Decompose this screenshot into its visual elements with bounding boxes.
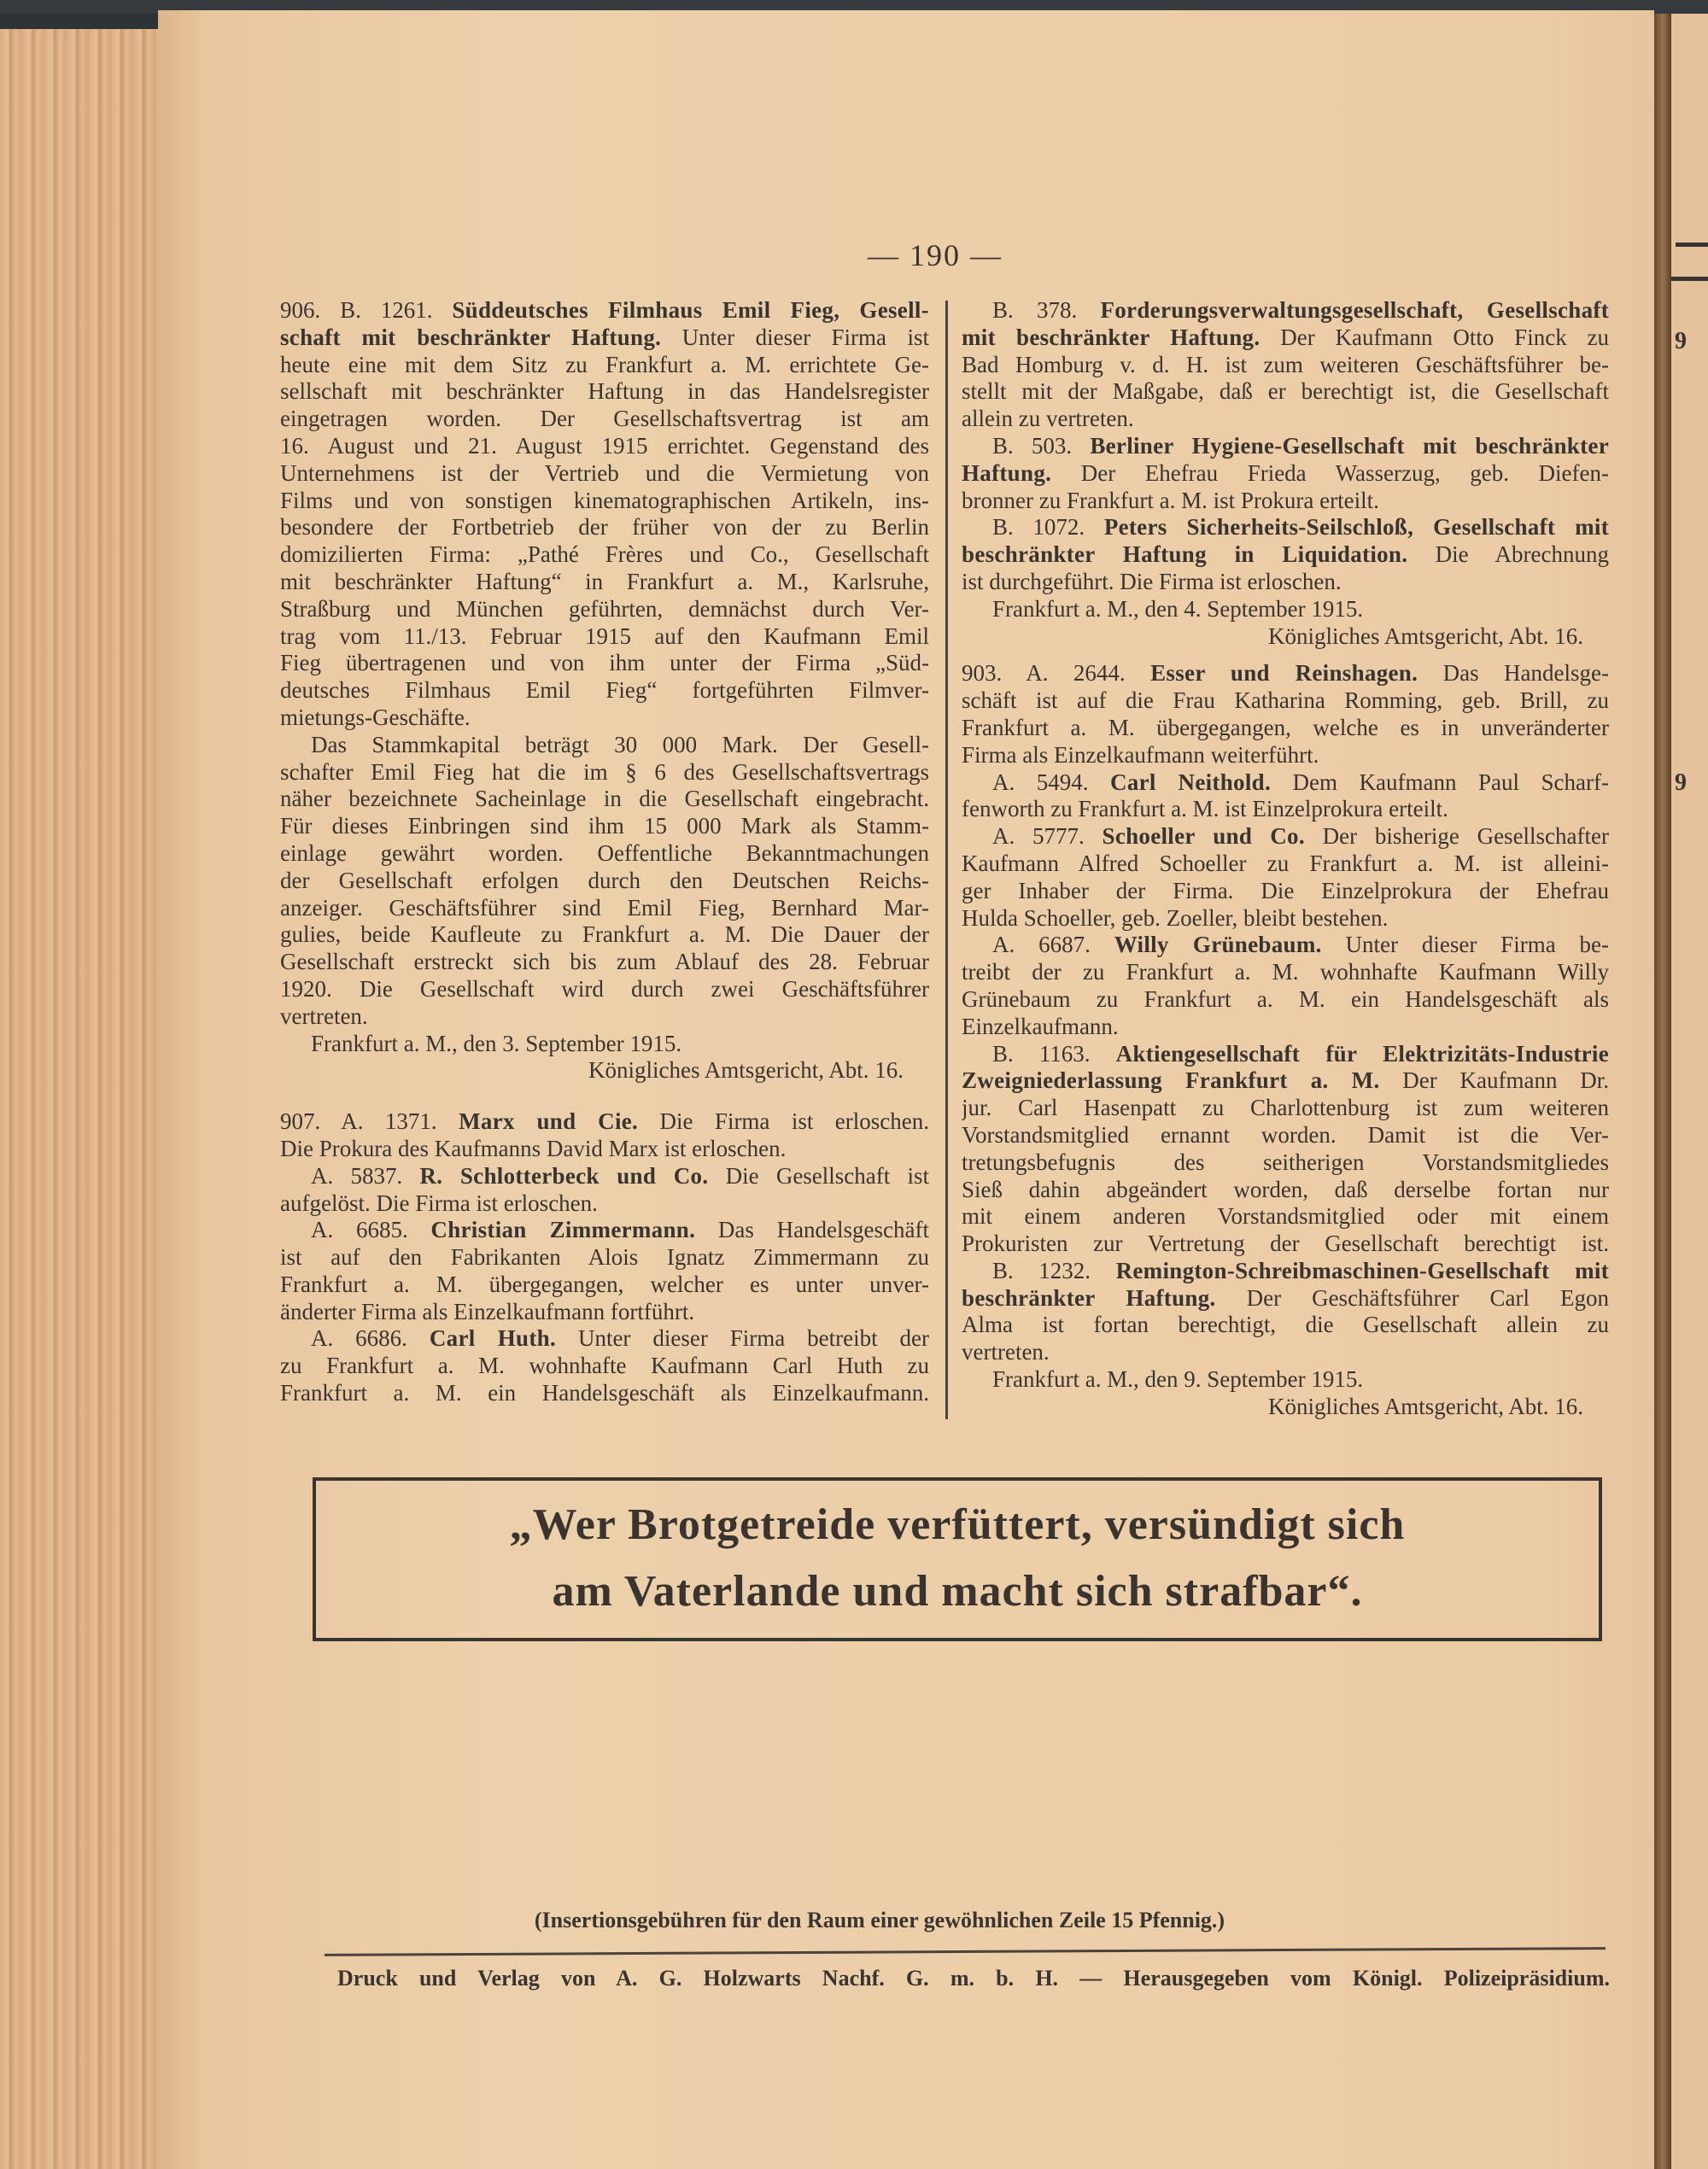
left-column [280, 297, 929, 1407]
text-segment: Frankfurt a. M., den 9. September 1915. [992, 1366, 1364, 1393]
text-segment: anzeiger. Geschäftsführer sind Emil Fieg, Bernhard Mar- [280, 894, 929, 921]
text-segment: A. 5494. [992, 769, 1111, 795]
page-number: — 190 — [868, 238, 1003, 272]
company-name: Haftung. [962, 459, 1052, 486]
text-segment: Firma als Einzelkaufmann weiterführt. [962, 741, 1319, 768]
text-segment: Grünebaum zu Frankfurt a. M. ein Handelsgeschäft als [962, 985, 1609, 1012]
text-line [962, 406, 1609, 433]
company-name: Berliner Hygiene-Gesellschaft mit beschränkter [1090, 432, 1609, 459]
text-segment: Das Handelsge- [1418, 660, 1609, 687]
text-segment: Sieß dahin abgeändert worden, daß derselbe fortan nur [962, 1176, 1609, 1202]
text-line [962, 1041, 1609, 1068]
text-line [280, 786, 929, 813]
text-line [280, 569, 929, 596]
text-segment: Fieg übertragenen und von ihm unter der Firma „Süd- [280, 650, 929, 676]
text-segment: Der Kaufmann Otto Finck zu [1260, 324, 1609, 350]
text-segment: Der bisherige Gesellschafter [1304, 823, 1609, 850]
court-signature [962, 1394, 1609, 1421]
text-segment: Die Prokura des Kaufmanns David Marx ist erloschen. [280, 1135, 787, 1161]
text-segment: B. 1072. [992, 514, 1104, 541]
text-line [280, 352, 929, 379]
text-segment: zu Frankfurt a. M. wohnhafte Kaufmann Carl Huth zu [280, 1353, 929, 1379]
text-line [280, 976, 929, 1003]
text-segment: Das Stammkapital beträgt 30 000 Mark. Der Gesell- [311, 731, 929, 757]
text-line [280, 460, 929, 488]
text-line [280, 813, 929, 840]
text-line [962, 932, 1609, 959]
column-divider [945, 301, 948, 1419]
text-line [962, 596, 1609, 623]
text-segment: Prokuristen zur Vertretung der Gesellschaft berechtigt ist. [962, 1231, 1609, 1257]
text-line [962, 1258, 1609, 1285]
text-line [962, 715, 1609, 742]
text-segment: 903. A. 2644. [962, 660, 1151, 687]
text-segment: Der Kaufmann Dr. [1379, 1067, 1609, 1094]
company-name: Willy Grünebaum. [1114, 932, 1322, 958]
text-segment: Bad Homburg v. d. H. ist zum weiteren Geschäftsführer be- [962, 351, 1609, 377]
text-segment: Frankfurt a. M. übergegangen, welcher es unter unver- [280, 1271, 929, 1297]
company-name: Christian Zimmermann. [430, 1217, 696, 1243]
text-line [962, 378, 1609, 406]
text-segment: mit beschränkter Haftung“ in Frankfurt a. M., Karlsruhe, [280, 568, 929, 594]
text-segment: vertreten. [962, 1339, 1050, 1365]
text-segment: sellschaft mit beschränkter Haftung in das Handelsregister [280, 378, 929, 405]
text-segment: deutsches Filmhaus Emil Fieg“ fortgeführten Filmver- [280, 677, 929, 704]
slogan-line: „Wer Brotgetreide verfüttert, versündigt sich [509, 1500, 1406, 1549]
text-line [280, 840, 929, 868]
text-line [962, 460, 1609, 488]
entry-gap [962, 650, 1609, 660]
text-line [280, 1136, 929, 1163]
text-line [280, 1003, 929, 1031]
text-line [280, 1325, 929, 1353]
text-line [962, 796, 1609, 823]
text-line [962, 1285, 1609, 1313]
text-line [280, 677, 929, 704]
adjacent-page-fragment: 9 [1675, 769, 1687, 796]
text-line [962, 959, 1609, 986]
text-segment: aufgelöst. Die Firma ist erloschen. [280, 1190, 598, 1216]
text-segment: fenworth zu Frankfurt a. M. ist Einzelprokura erteilt. [962, 796, 1448, 822]
text-line [962, 569, 1609, 596]
text-segment: B. 503. [992, 432, 1091, 459]
text-segment: mietungs-Geschäfte. [280, 704, 471, 730]
text-line [962, 986, 1609, 1014]
text-segment: Gesellschaft erstreckt sich bis zum Ablauf des 28. Februar [280, 949, 929, 975]
text-segment: Der Ehefrau Frieda Wasserzug, geb. Diefen- [1051, 459, 1609, 486]
company-name: Marx und Cie. [459, 1108, 639, 1135]
publisher-imprint: Druck und Verlag von A. G. Holzwarts Nachf. G. m. b. H. — Herausgegeben vom Königl. Polizeipräsidium. [337, 1966, 1610, 1991]
text-segment: 907. A. 1371. [280, 1108, 459, 1135]
text-line [962, 514, 1609, 541]
company-name: Esser und Reinshagen. [1150, 660, 1418, 687]
text-line [962, 433, 1609, 460]
text-segment: 1920. Die Gesellschaft wird durch zwei Geschäftsführer [280, 975, 929, 1002]
text-line [280, 921, 929, 949]
text-line [280, 433, 929, 460]
text-segment: allein zu vertreten. [962, 406, 1134, 432]
text-line [962, 1312, 1609, 1339]
text-segment: Das Handelsgeschäft [695, 1217, 929, 1243]
text-segment: Kaufmann Alfred Schoeller zu Frankfurt a. M. ist alleini- [962, 850, 1609, 876]
right-column [962, 297, 1609, 1421]
text-segment: Unter dieser Firma betreibt der [556, 1325, 929, 1352]
text-segment: Straßburg und München geführten, demnächst durch Ver- [280, 595, 929, 622]
text-segment: einlage gewährt worden. Oeffentliche Bekanntmachungen [280, 839, 929, 866]
text-line [962, 878, 1609, 905]
text-line [280, 868, 929, 895]
text-line [280, 623, 929, 651]
text-segment: B. 1163. [992, 1040, 1116, 1067]
company-name: Aktiengesellschaft für Elektrizitäts-Industrie [1115, 1040, 1609, 1067]
company-name: Peters Sicherheits-Seilschloß, Gesellschaft mit [1103, 514, 1609, 541]
text-line [962, 1067, 1609, 1095]
text-segment: stellt mit der Maßgabe, daß er berechtigt ist, die Gesellschaft [962, 378, 1609, 405]
text-line [962, 1366, 1609, 1394]
text-segment: vertreten. [280, 1003, 368, 1029]
text-line [280, 949, 929, 976]
text-line [280, 704, 929, 732]
text-segment: gulies, beide Kaufleute zu Frankfurt a. M. Die Dauer der [280, 921, 929, 948]
text-segment: Hulda Schoeller, geb. Zoeller, bleibt bestehen. [962, 904, 1389, 931]
text-segment: B. 1232. [992, 1257, 1116, 1283]
page-stack-edges [0, 29, 171, 2169]
text-line [962, 905, 1609, 932]
text-line [280, 1190, 929, 1218]
text-segment: heute eine mit dem Sitz zu Frankfurt a. M. errichtete Ge- [280, 351, 929, 377]
company-name: Zweigniederlassung Frankfurt a. M. [962, 1067, 1380, 1094]
text-segment: Frankfurt a. M. übergegangen, welche es in unveränderter [962, 714, 1609, 740]
text-segment: Dem Kaufmann Paul Scharf- [1271, 769, 1609, 795]
text-line [962, 1231, 1609, 1258]
text-line [962, 660, 1609, 687]
text-line [962, 1095, 1609, 1122]
company-name: Forderungsverwaltungsgesellschaft, Gesellschaft [1100, 297, 1609, 323]
text-segment: Die Abrechnung [1407, 541, 1609, 568]
court-signature [280, 1057, 929, 1084]
text-line [962, 1203, 1609, 1231]
text-segment: B. 378. [992, 297, 1101, 323]
text-segment: Königliches Amtsgericht, Abt. 16. [1268, 1393, 1583, 1419]
slogan-box [313, 1477, 1602, 1641]
text-segment: Unter dieser Firma ist [661, 324, 929, 350]
advertising-fee-note: (Insertionsgebühren für den Raum einer gewöhnlichen Zeile 15 Pfennig.) [534, 1908, 1225, 1932]
text-segment: ist durchgeführt. Die Firma ist erloschen. [962, 568, 1342, 594]
text-segment: Die Firma ist erloschen. [638, 1108, 929, 1135]
text-line [962, 1339, 1609, 1366]
text-line [280, 1108, 929, 1136]
company-name: Carl Huth. [429, 1325, 557, 1352]
text-line [280, 1163, 929, 1190]
text-line [962, 851, 1609, 878]
text-line [962, 823, 1609, 851]
text-line [280, 1244, 929, 1272]
text-line [962, 769, 1609, 797]
slogan-line: am Vaterlande und macht sich strafbar“. [552, 1567, 1363, 1616]
text-line [280, 1272, 929, 1299]
text-line [280, 378, 929, 406]
text-segment: Königliches Amtsgericht, Abt. 16. [1268, 623, 1583, 649]
text-segment: besondere der Fortbetrieb der früher von der zu Berlin [280, 514, 929, 541]
text-line [962, 742, 1609, 769]
text-segment: ger Inhaber der Firma. Die Einzelprokura der Ehefrau [962, 877, 1609, 903]
company-name: beschränkter Haftung. [962, 1284, 1216, 1311]
entry-gap [280, 1084, 929, 1108]
text-line [962, 352, 1609, 379]
text-segment: Einzelkaufmann. [962, 1013, 1119, 1039]
text-line [280, 732, 929, 759]
court-signature [962, 623, 1609, 651]
text-segment: trag vom 11./13. Februar 1915 auf den Kaufmann Emil [280, 623, 929, 649]
adjacent-page-fragment: 9 [1675, 328, 1687, 354]
text-line [280, 1031, 929, 1058]
text-line [280, 759, 929, 786]
text-segment: Frankfurt a. M., den 4. September 1915. [992, 595, 1364, 622]
adjacent-page-edge [1671, 14, 1708, 2169]
text-segment: Unter dieser Firma be- [1321, 932, 1609, 958]
text-segment: Vorstandsmitglied ernannt worden. Damit ist die Ver- [962, 1121, 1609, 1148]
text-line [280, 596, 929, 623]
adjacent-page-rule [1671, 277, 1708, 281]
text-segment: 16. August und 21. August 1915 errichtet. Gegenstand des [280, 432, 929, 459]
text-segment: Für dieses Einbringen sind ihm 15 000 Mark als Stamm- [280, 813, 929, 839]
text-segment: näher bezeichnete Sacheinlage in die Gesellschaft eingebracht. [280, 786, 929, 812]
text-line [280, 895, 929, 922]
adjacent-page-rule [1676, 243, 1708, 247]
text-line [962, 1149, 1609, 1177]
text-segment: Königliches Amtsgericht, Abt. 16. [588, 1057, 904, 1084]
text-segment: schafter Emil Fieg hat die im § 6 des Gesellschaftsvertrags [280, 758, 929, 785]
text-line [962, 1177, 1609, 1204]
text-segment: jur. Carl Hasenpatt zu Charlottenburg ist zum weiteren [962, 1095, 1609, 1121]
text-line [280, 1217, 929, 1244]
text-line [280, 297, 929, 324]
text-line [962, 324, 1609, 352]
text-line [280, 650, 929, 677]
text-segment: Films und von sonstigen kinematographischen Artikeln, ins- [280, 487, 929, 513]
text-line [280, 1353, 929, 1380]
book-gutter [1654, 14, 1671, 2169]
text-line [280, 541, 929, 569]
text-segment: Frankfurt a. M. ein Handelsgeschäft als Einzelkaufmann. [280, 1380, 929, 1406]
text-line [962, 297, 1609, 324]
text-line [280, 1380, 929, 1407]
text-segment: A. 6685. [311, 1217, 431, 1243]
company-name: Remington-Schreibmaschinen-Gesellschaft mit [1115, 1257, 1609, 1283]
text-line [962, 1014, 1609, 1041]
text-segment: Der Geschäftsführer Carl Egon [1215, 1284, 1609, 1311]
text-line [280, 1299, 929, 1326]
company-name: mit beschränkter Haftung. [962, 324, 1261, 350]
text-segment: Alma ist fortan berechtigt, die Gesellschaft allein zu [962, 1312, 1609, 1338]
text-segment: treibt der zu Frankfurt a. M. wohnhafte Kaufmann Willy [962, 959, 1609, 985]
text-line [280, 324, 929, 352]
text-segment: schäft ist auf die Frau Katharina Romming, geb. Brill, zu [962, 687, 1609, 714]
text-segment: Die Gesellschaft ist [708, 1162, 929, 1189]
text-line [962, 1122, 1609, 1149]
text-segment: A. 6686. [311, 1325, 430, 1352]
text-line [280, 514, 929, 541]
text-line [962, 541, 1609, 569]
company-name: Carl Neithold. [1110, 769, 1272, 795]
text-segment: A. 5777. [992, 823, 1103, 850]
company-name: Süddeutsches Filmhaus Emil Fieg, Gesell- [452, 297, 929, 323]
text-line [962, 687, 1609, 715]
company-name: schaft mit beschränkter Haftung. [280, 324, 662, 350]
text-segment: bronner zu Frankfurt a. M. ist Prokura erteilt. [962, 487, 1379, 513]
text-line [962, 488, 1609, 515]
text-segment: änderter Firma als Einzelkaufmann fortführt. [280, 1298, 695, 1324]
text-segment: Frankfurt a. M., den 3. September 1915. [311, 1030, 682, 1056]
company-name: beschränkter Haftung in Liquidation. [962, 541, 1408, 568]
text-segment: Unternehmens ist der Vertrieb und die Vermietung von [280, 459, 929, 486]
text-segment: tretungsbefugnis des seitherigen Vorstandsmitgliedes [962, 1149, 1609, 1175]
text-segment: domizilierten Firma: „Pathé Frères und Co., Gesellschaft [280, 541, 929, 568]
text-segment: A. 5837. [311, 1162, 420, 1189]
text-segment: mit einem anderen Vorstandsmitglied oder mit einem [962, 1203, 1609, 1230]
company-name: R. Schlotterbeck und Co. [419, 1162, 709, 1189]
text-line [280, 488, 929, 515]
text-segment: A. 6687. [992, 932, 1114, 958]
text-segment: 906. B. 1261. [280, 297, 453, 323]
company-name: Schoeller und Co. [1102, 823, 1305, 850]
text-segment: eingetragen worden. Der Gesellschaftsvertrag ist am [280, 406, 929, 432]
text-segment: der Gesellschaft erfolgen durch den Deutschen Reichs- [280, 867, 929, 893]
text-segment: ist auf den Fabrikanten Alois Ignatz Zimmermann zu [280, 1244, 929, 1271]
text-line [280, 406, 929, 433]
